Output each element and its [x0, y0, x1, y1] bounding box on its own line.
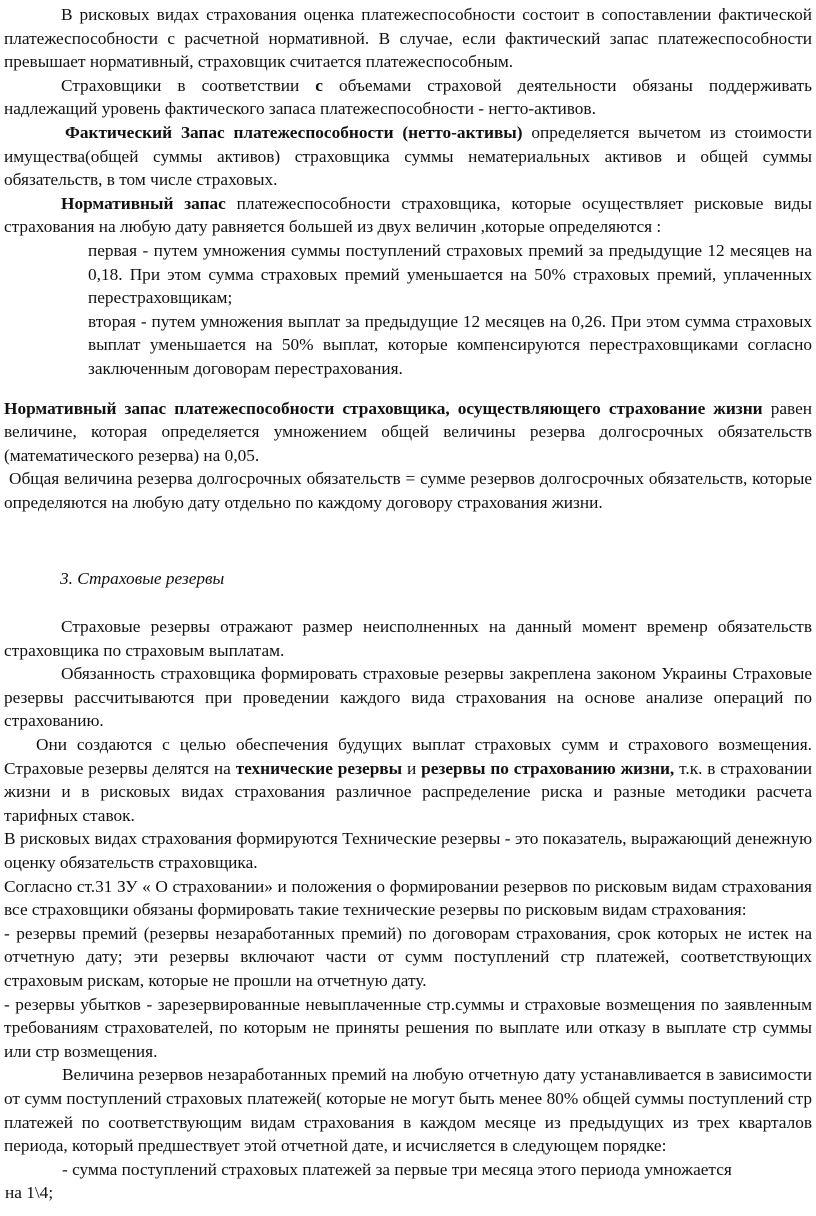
bold-text: с — [315, 75, 323, 95]
bold-term: Нормативный запас — [61, 193, 226, 213]
list-item: вторая - путем умножения выплат за предыдущие 12 месяцев на 0,26. При этом сумма страховых выплат уменьшается на 50% выплат, которые компенсируются перестраховщиками согласно заключенным договорам перестрахования. — [88, 311, 812, 378]
text-run: т.к. в страховании жизни и в рисковых видах страхования различное распределение риска и разные методики расчета тарифных ставок. — [4, 758, 813, 825]
paragraph: Величина резервов незаработанных премий на любую отчетную дату устанавливается в зависимости от сумм поступлений страховых платежей( которые не могут быть менее 80% общей суммы поступлений стр платежей по соответствующим видам страхования в каждом месяце из предыдущих из трех кварталов периода, который предшествует этой отчетной дате, и исчисляется в следующем порядке: — [4, 1065, 812, 1156]
paragraph: Обязанность страховщика формировать страховые резервы закреплена законом Украины Страховые резервы рассчитываются при проведении каждого вида страхования на основе анализе операций по страхованию. — [4, 664, 812, 731]
list-item: первая - путем умножения суммы поступлений страховых премий за предыдущие 12 месяцев на 0,18. При этом сумма страховых премий уменьшается на 50% страховых премий, уплаченных перестраховщикам; — [88, 240, 812, 308]
paragraph: Согласно ст.31 ЗУ « О страховании» и положения о формировании резервов по рисковым видам страхования все страховщики обязаны формировать такие технические резервы по рисковым видам страхования: — [4, 876, 812, 920]
spacer — [4, 591, 812, 615]
text-run: Они создаются с целью обеспечения будущих выплат страховых сумм и страхового возмещения. Страховые резервы делятся на — [4, 735, 812, 778]
paragraph: Страховые резервы отражают размер неисполненных на данный момент временр обязательств страховщика по страховым выплатам. — [4, 617, 812, 660]
paragraph-line: - сумма поступлений страховых платежей за первые три месяца этого периода умножается — [62, 1159, 732, 1179]
bold-term: резервы по страхованию жизни, — [421, 758, 675, 778]
paragraph — [4, 397, 812, 468]
paragraph: Общая величина резерва долгосрочных обязательств = сумме резервов долгосрочных обязательств, которые определяются на любую дату отдельно по каждому договору страхования жизни. — [4, 469, 812, 512]
text-run: равен величине, которая определяется умножением общей величины резерва долгосрочных обязательств (математического резерва) на 0,05. — [4, 398, 813, 465]
indented-list — [4, 239, 812, 381]
paragraph — [4, 733, 812, 827]
paragraph: В рисковых видах страхования оценка платежеспособности состоит в сопоставлении фактической платежеспособности с расчетной нормативной. В случае, если фактический запас платежеспособности превышает нормативный, страховщик считается платежеспособным. — [4, 5, 812, 72]
paragraph — [4, 121, 812, 192]
text-run: Страховщики в соответствии — [61, 75, 316, 95]
bold-term: технические резервы — [235, 758, 403, 778]
paragraph-line: на 1\4; — [5, 1183, 54, 1203]
text-run: объемами страховой деятельности обязаны поддерживать надлежащий уровень фактического запаса платежеспособности - негто-активов. — [4, 75, 812, 119]
document-page — [4, 3, 812, 1205]
paragraph: В рисковых видах страхования формируются Технические резервы - это показатель, выражающий денежную оценку обязательств страховщика. — [4, 829, 812, 872]
spacer — [4, 514, 812, 567]
dash-item: - резервы убытков - зарезервированные невыплаченные стр.суммы и страховые возмещения по заявленным требованиям страхователей, по которым не приняты решения по выплате или отказу в выплате стр суммы или стр возмещения. — [4, 994, 812, 1061]
section-heading: 3. Страховые резервы — [60, 569, 225, 589]
paragraph — [4, 192, 812, 239]
dash-item: - резервы премий (резервы незаработанных премий) по договорам страхования, срок которых не истек на отчетную дату; эти резервы включают части от сумм поступлений стр платежей, соответствующих страховым рискам, которые не прошли на отчетную дату. — [4, 923, 812, 990]
text-run: и — [402, 758, 422, 778]
spacer — [4, 381, 812, 397]
paragraph — [4, 74, 812, 121]
text-run: определяется вычетом из стоимости имущества(общей суммы активов) страховщика суммы нематериальных активов и общей суммы обязательств, в том числе страховых. — [4, 122, 812, 190]
bold-term: Нормативный запас платежеспособности страховщика, осуществляющего страхование жизни — [4, 398, 763, 418]
text-run: платежеспособности страховщика, которые осуществляет рисковые виды страхования на любую дату равняется большей из двух величин ,которые определяются : — [4, 193, 812, 237]
bold-term: Фактический Запас платежеспособности (нетто-активы) — [65, 122, 523, 142]
